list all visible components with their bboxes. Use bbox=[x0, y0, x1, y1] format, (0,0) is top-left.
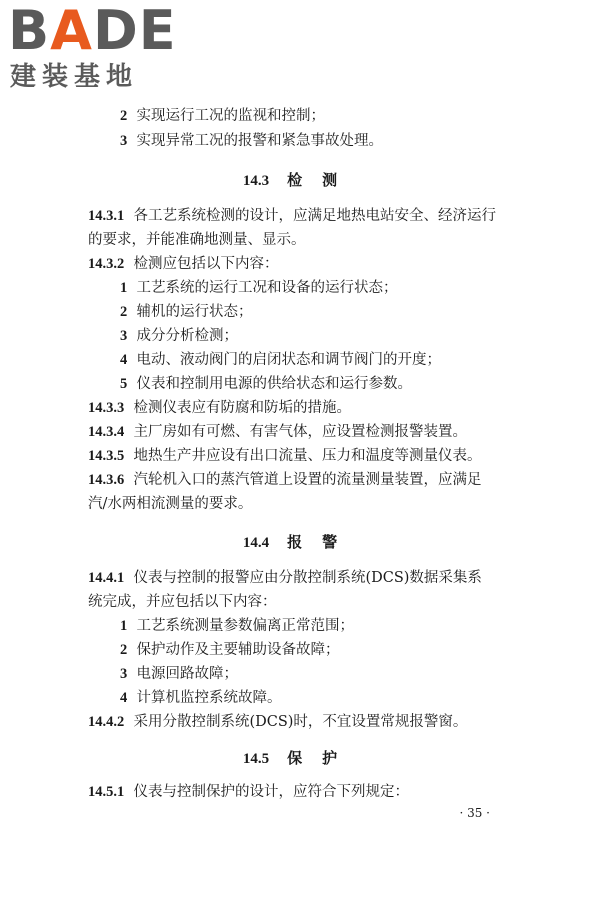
clause-14-4-1: 14.4.1 仪表与控制的报警应由分散控制系统(DCS)数据采集系 bbox=[88, 570, 482, 586]
clause-14-4-1-cont: 统完成，并应包括以下内容： bbox=[88, 594, 277, 610]
list-item: 4 电动、液动阀门的启闭状态和调节阀门的开度； bbox=[120, 352, 441, 368]
clause-14-4-2: 14.4.2 采用分散控制系统(DCS)时，不宜设置常规报警窗。 bbox=[88, 714, 468, 730]
clause-14-3-1: 14.3.1 各工艺系统检测的设计，应满足地热电站安全、经济运行 bbox=[88, 208, 496, 224]
list-item: 1 工艺系统测量参数偏离正常范围； bbox=[120, 618, 354, 634]
list-item: 1 工艺系统的运行工况和设备的运行状态； bbox=[120, 280, 398, 296]
clause-14-3-2: 14.3.2 检测应包括以下内容： bbox=[88, 256, 279, 272]
clause-14-3-4: 14.3.4 主厂房如有可燃、有害气体，应设置检测报警装置。 bbox=[88, 424, 467, 440]
clause-14-3-6: 14.3.6 汽轮机入口的蒸汽管道上设置的流量测量装置，应满足 bbox=[88, 472, 482, 488]
clause-14-3-1-cont: 的要求，并能准确地测量、显示。 bbox=[88, 232, 306, 248]
clause-14-3-6-cont: 汽/水两相流测量的要求。 bbox=[88, 496, 253, 512]
clause-14-3-5: 14.3.5 地热生产井应设有出口流量、压力和温度等测量仪表。 bbox=[88, 448, 482, 464]
list-item: 3 电源回路故障； bbox=[120, 666, 238, 682]
clause-14-3-3: 14.3.3 检测仪表应有防腐和防垢的措施。 bbox=[88, 400, 351, 416]
list-item: 5 仪表和控制用电源的供给状态和运行参数。 bbox=[120, 376, 412, 392]
list-item: 2 辅机的运行状态； bbox=[120, 304, 253, 320]
page-number: · 35 · bbox=[459, 806, 490, 820]
list-item: 3 实现异常工况的报警和紧急事故处理。 bbox=[120, 133, 383, 149]
section-heading-14-4: 14.4 报警 bbox=[242, 533, 358, 551]
section-heading-14-5: 14.5 保护 bbox=[242, 749, 358, 767]
list-item: 2 实现运行工况的监视和控制； bbox=[120, 108, 325, 124]
section-heading-14-3: 14.3 检测 bbox=[242, 171, 358, 189]
logo-subtitle: 建装基地 bbox=[10, 62, 139, 92]
brand-logo bbox=[8, 0, 178, 94]
clause-14-5-1: 14.5.1 仪表与控制保护的设计，应符合下列规定： bbox=[88, 784, 409, 800]
list-item: 3 成分分析检测； bbox=[120, 328, 238, 344]
list-item: 2 保护动作及主要辅助设备故障； bbox=[120, 642, 340, 658]
list-item: 4 计算机监控系统故障。 bbox=[120, 690, 282, 706]
logo-wordmark: BADE bbox=[8, 0, 177, 62]
